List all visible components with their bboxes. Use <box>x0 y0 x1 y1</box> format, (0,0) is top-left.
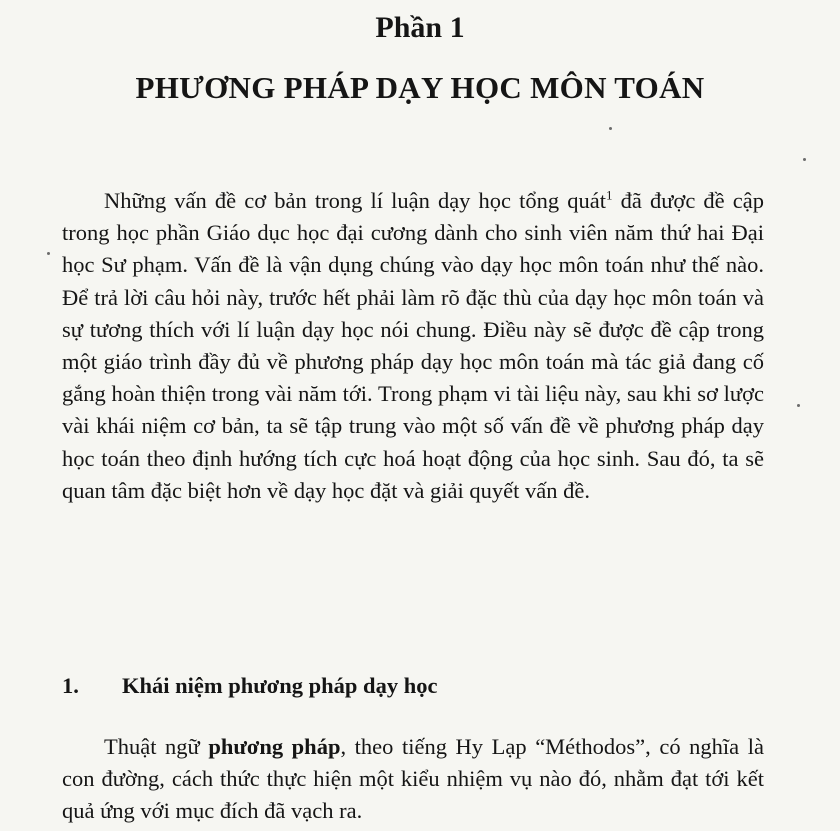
scan-speck <box>803 158 806 161</box>
section-heading <box>62 670 437 702</box>
section-title: Khái niệm phương pháp dạy học <box>122 673 438 698</box>
scan-speck <box>47 252 50 255</box>
scan-speck <box>609 127 612 130</box>
definition-lead: Thuật ngữ <box>104 734 209 759</box>
definition-rest: , theo tiếng Hy Lạp “Méthodos”, có nghĩa là con đường, cách thức thực hiện một kiểu nhiệm vụ nào đó, nhằm đạt tới kết quả ứng với mục đích đã vạch ra. <box>62 734 764 824</box>
definition-term: phương pháp <box>208 734 341 759</box>
part-label: Phần 1 <box>375 11 465 44</box>
intro-paragraph <box>62 185 764 507</box>
section-number: 1. <box>62 673 79 698</box>
footnote-marker: 1 <box>606 187 613 203</box>
scan-speck <box>797 404 800 407</box>
definition-paragraph <box>62 731 764 828</box>
intro-text-start: Những vấn đề cơ bản trong lí luận dạy học tổng quát <box>104 188 607 213</box>
intro-text-rest: đã được đề cập trong học phần Giáo dục học đại cương dành cho sinh viên năm thứ hai Đại học Sư phạm. Vấn đề là vận dụng chúng vào dạy học môn toán như thế nào. Để trả lời câu hỏi này, trước hết phải làm rõ đặc thù của dạy học môn toán và sự tương thích với lí luận dạy học nói chung. Điều này sẽ được đề cập trong một giáo trình đầy đủ về phương pháp dạy học môn toán mà tác giả đang cố gắng hoàn thiện trong vài năm tới. Trong phạm vi tài liệu này, sau khi sơ lược vài khái niệm cơ bản, ta sẽ tập trung vào một số vấn đề về phương pháp dạy học toán theo định hướng tích cực hoá hoạt động của học sinh. Sau đó, ta sẽ quan tâm đặc biệt hơn về dạy học đặt và giải quyết vấn đề. <box>62 188 765 503</box>
chapter-title: PHƯƠNG PHÁP DẠY HỌC MÔN TOÁN <box>135 70 705 105</box>
